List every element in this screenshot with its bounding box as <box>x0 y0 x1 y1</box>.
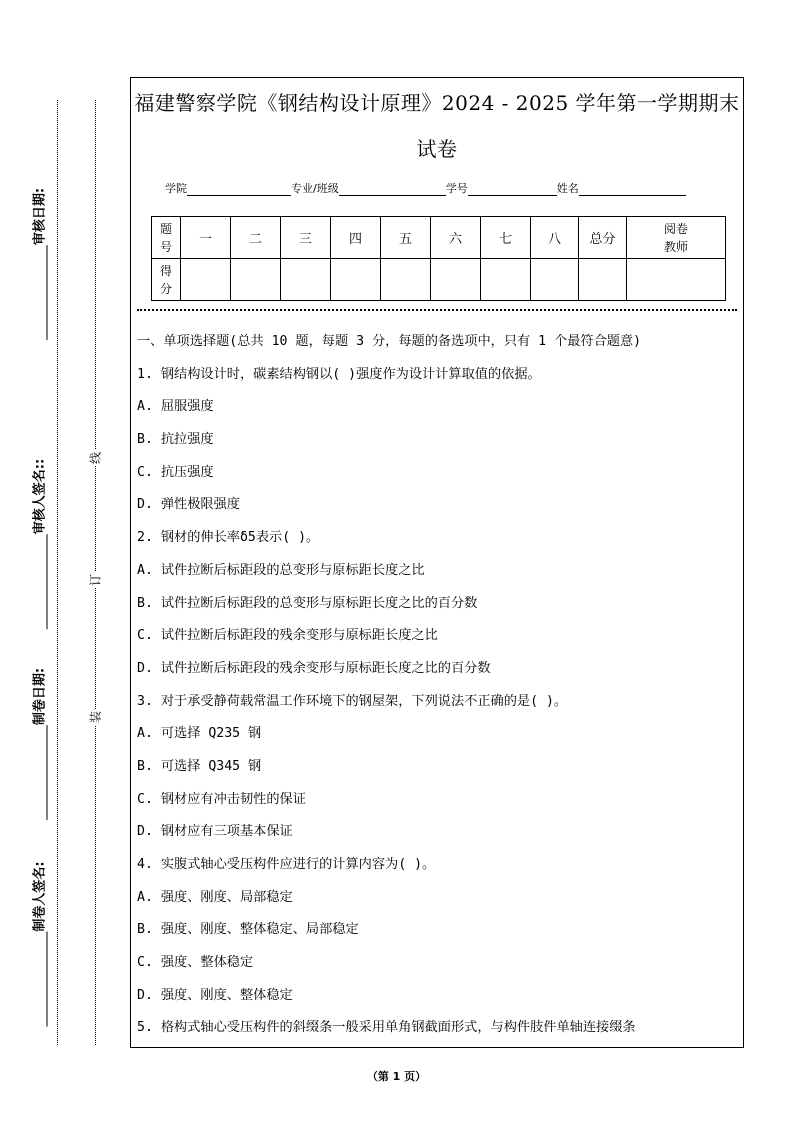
score-cell[interactable] <box>331 259 381 301</box>
score-table <box>151 216 726 301</box>
option-line: B. 抗拉强度 <box>137 432 214 448</box>
college-blank[interactable] <box>187 183 291 196</box>
table-header-cell: 五 <box>381 217 431 259</box>
paper-maker-sign-field <box>29 858 48 1031</box>
paper-date-blank[interactable] <box>35 725 48 820</box>
score-cell[interactable] <box>281 259 331 301</box>
reviewer-sign-blank[interactable] <box>35 534 48 629</box>
score-label: 得 分 <box>152 259 181 301</box>
option-line: B. 可选择 Q345 钢 <box>137 758 262 774</box>
paper-date-field <box>29 665 48 825</box>
score-cell[interactable] <box>431 259 481 301</box>
option-line: A. 试件拉断后标距段的总变形与原标距长度之比 <box>137 562 425 578</box>
option-line: C. 钢材应有冲击韧性的保证 <box>137 791 306 807</box>
paper-maker-sign-blank[interactable] <box>35 932 48 1027</box>
binding-margin <box>0 0 130 1122</box>
name-label: 姓名 <box>556 182 579 195</box>
reviewer-sign-field <box>29 456 48 634</box>
table-header-cell: 七 <box>481 217 531 259</box>
table-header-cell: 总分 <box>579 217 627 259</box>
option-line: C. 试件拉断后标距段的残余变形与原标距长度之比 <box>137 628 438 644</box>
major-class-label: 专业/班级 <box>291 182 339 195</box>
score-table-header-row <box>152 217 726 259</box>
cut-mark-bind: 订 <box>88 573 103 587</box>
score-table-score-row <box>152 259 726 301</box>
table-header-cell: 六 <box>431 217 481 259</box>
option-line: D. 试件拉断后标距段的残余变形与原标距长度之比的百分数 <box>137 660 491 676</box>
cut-mark-install: 装 <box>88 710 103 724</box>
student-info-row <box>165 180 743 196</box>
question-line: 1. 钢结构设计时，碳素结构钢以( )强度作为设计计算取值的依据。 <box>137 366 541 382</box>
table-header-cell: 四 <box>331 217 381 259</box>
score-cell[interactable] <box>181 259 231 301</box>
student-id-blank[interactable] <box>468 183 557 196</box>
option-line: D. 钢材应有三项基本保证 <box>137 824 293 840</box>
student-id-label: 学号 <box>445 182 468 195</box>
option-line: C. 强度、整体稳定 <box>137 955 254 971</box>
score-cell[interactable] <box>481 259 531 301</box>
exam-title-line1: 福建警察学院《钢结构设计原理》2024 - 2025 学年第一学期期末 <box>134 91 740 115</box>
exam-title-line2: 试卷 <box>416 137 458 161</box>
option-line: A. 可选择 Q235 钢 <box>137 726 262 742</box>
table-header-cell: 三 <box>281 217 331 259</box>
table-header-cell: 二 <box>231 217 281 259</box>
option-line: D. 弹性极限强度 <box>137 497 240 513</box>
cut-mark-line: 线 <box>88 451 103 465</box>
page-number: （第 1 页） <box>366 1070 427 1083</box>
section-separator <box>137 309 737 311</box>
question-line: 2. 钢材的伸长率δ5表示( )。 <box>137 530 320 546</box>
question-line: 4. 实腹式轴心受压构件应进行的计算内容为( )。 <box>137 857 436 872</box>
review-date-field <box>29 185 48 345</box>
table-header-cell: 八 <box>531 217 579 259</box>
option-line: A. 屈服强度 <box>137 399 214 415</box>
score-cell[interactable] <box>579 259 627 301</box>
reviewer-sign-label: 审核人签名:: <box>32 458 48 535</box>
major-class-blank[interactable] <box>339 183 446 196</box>
option-line: B. 试件拉断后标距段的总变形与原标距长度之比的百分数 <box>137 595 478 611</box>
score-cell[interactable] <box>627 259 726 301</box>
paper-date-label: 制卷日期: <box>32 667 48 726</box>
name-blank[interactable] <box>579 183 686 196</box>
reviewer-teacher-label: 阅卷 教师 <box>627 217 726 259</box>
option-line: A. 强度、刚度、局部稳定 <box>137 889 293 905</box>
exam-title <box>131 80 743 172</box>
question-number-label: 题 号 <box>152 217 181 259</box>
binding-dotted-line-outer <box>57 100 58 1045</box>
question-line: 5. 格构式轴心受压构件的斜缀条一般采用单角钢截面形式，与构件肢件单轴连接缀条 <box>137 1020 636 1036</box>
score-cell[interactable] <box>531 259 579 301</box>
score-cell[interactable] <box>381 259 431 301</box>
section-heading: 一、单项选择题(总共 10 题，每题 3 分，每题的备选项中，只有 1 个最符合题意) <box>137 334 642 349</box>
score-cell[interactable] <box>231 259 281 301</box>
exam-frame <box>130 77 744 1048</box>
review-date-blank[interactable] <box>35 245 48 340</box>
question-line: 3. 对于承受静荷载常温工作环境下的钢屋架，下列说法不正确的是( )。 <box>137 693 568 709</box>
table-header-cell: 一 <box>181 217 231 259</box>
option-line: D. 强度、刚度、整体稳定 <box>137 987 293 1003</box>
section-single-choice <box>137 326 739 1045</box>
option-line: B. 强度、刚度、整体稳定、局部稳定 <box>137 922 359 938</box>
paper-maker-sign-label: 制卷人签名: <box>32 861 48 932</box>
college-label: 学院 <box>165 182 187 195</box>
review-date-label: 审核日期: <box>32 187 48 246</box>
option-line: C. 抗压强度 <box>137 464 214 480</box>
